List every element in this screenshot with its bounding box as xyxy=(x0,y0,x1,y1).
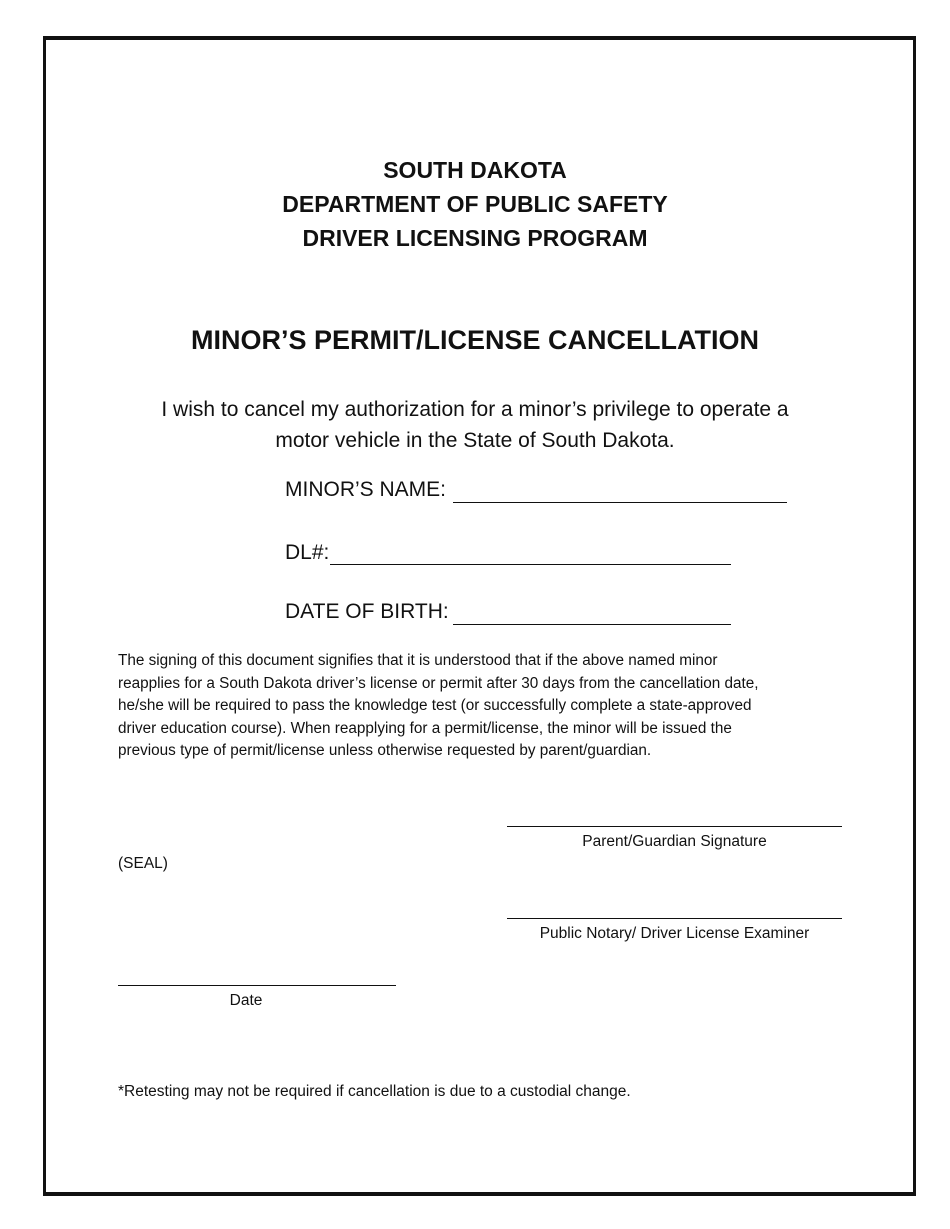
header-program: DRIVER LICENSING PROGRAM xyxy=(302,225,648,251)
parent-signature-label: Parent/Guardian Signature xyxy=(582,833,767,850)
minor-name-label: MINOR’S NAME: xyxy=(285,478,447,501)
terms-line-5: previous type of permit/license unless otherwise requested by parent/guardian. xyxy=(118,742,652,759)
minor-name-field[interactable] xyxy=(453,478,787,503)
date-of-birth-field[interactable] xyxy=(453,600,731,625)
seal-label: (SEAL) xyxy=(118,855,168,872)
date-label: Date xyxy=(229,992,263,1009)
dl-number-field[interactable] xyxy=(330,541,731,565)
statement-line-1: I wish to cancel my authorization for a minor’s privilege to operate a xyxy=(161,398,789,421)
parent-signature-line[interactable] xyxy=(507,826,842,827)
terms-line-1: The signing of this document signifies that it is understood that if the above named minor xyxy=(118,652,718,669)
date-line[interactable] xyxy=(118,985,396,986)
notary-signature-line[interactable] xyxy=(507,918,842,919)
terms-line-3: he/she will be required to pass the knowledge test (or successfully complete a state-approved xyxy=(118,697,752,714)
statement-line-2: motor vehicle in the State of South Dakota. xyxy=(275,429,675,452)
notary-signature-label: Public Notary/ Driver License Examiner xyxy=(539,925,810,942)
header-state: SOUTH DAKOTA xyxy=(383,157,567,183)
terms-line-4: driver education course). When reapplying for a permit/license, the minor will be issued the xyxy=(118,719,732,737)
date-of-birth-label: DATE OF BIRTH: xyxy=(285,600,449,623)
authorization-statement xyxy=(0,394,950,456)
terms-paragraph xyxy=(118,650,838,763)
dl-number-label: DL#: xyxy=(285,541,330,564)
footnote: *Retesting may not be required if cancellation is due to a custodial change. xyxy=(118,1083,631,1100)
form-title: MINOR’S PERMIT/LICENSE CANCELLATION xyxy=(190,325,759,355)
header-department: DEPARTMENT OF PUBLIC SAFETY xyxy=(282,191,668,217)
terms-line-2: reapplies for a South Dakota driver’s license or permit after 30 days from the cancellation date, xyxy=(118,674,759,692)
